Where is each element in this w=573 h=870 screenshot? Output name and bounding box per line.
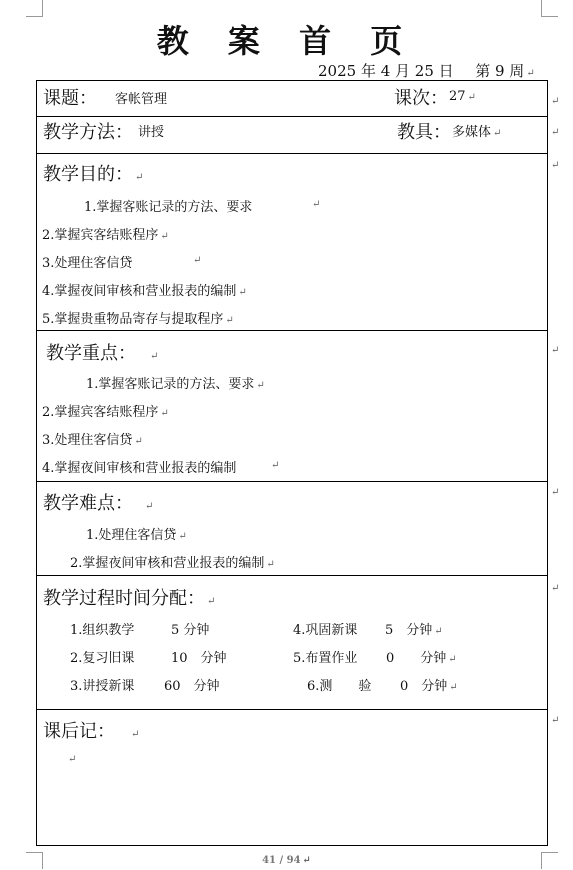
week-text: 第 9 周 bbox=[475, 62, 525, 80]
key-point-item: 3.处理住客信贷 ↵ bbox=[42, 433, 143, 448]
time-item-value: 0 分钟 ↵ bbox=[386, 651, 457, 666]
time-item-value: 10 分钟 bbox=[171, 651, 227, 666]
objective-item: 5.掌握贵重物品寄存与提取程序 ↵ bbox=[42, 312, 234, 327]
lesson-value: 27 ↵ bbox=[449, 89, 476, 104]
key-points-heading: 教学重点： ↵ bbox=[46, 343, 159, 364]
afterword-heading: 课后记： ↵ bbox=[43, 721, 140, 742]
objective-item: 4.掌握夜间审核和营业报表的编制 ↵ bbox=[42, 284, 247, 299]
row-divider bbox=[36, 330, 548, 331]
time-item-value: 60 分钟 bbox=[164, 679, 220, 694]
return-mark: ↵ bbox=[526, 68, 535, 79]
tools-label: 教具： bbox=[397, 122, 451, 143]
topic-value: 客帐管理 bbox=[115, 92, 168, 107]
tools-value: 多媒体 ↵ bbox=[452, 125, 502, 140]
time-item-value: 5 分钟 ↵ bbox=[385, 623, 443, 638]
time-item-label: 4.巩固新课 bbox=[293, 623, 358, 638]
return-mark: ↵ bbox=[271, 460, 280, 471]
date-bar bbox=[318, 60, 535, 81]
method-label: 教学方法： bbox=[43, 122, 133, 143]
time-item-label: 5.布置作业 bbox=[293, 651, 358, 666]
row-end-mark: ↵ bbox=[551, 345, 560, 356]
objective-item: 1.掌握客账记录的方法、要求 bbox=[84, 200, 253, 215]
row-divider bbox=[36, 153, 548, 154]
difficulty-item: 2.掌握夜间审核和营业报表的编制 ↵ bbox=[70, 556, 275, 571]
method-value: 讲授 bbox=[138, 125, 165, 140]
row-end-mark: ↵ bbox=[551, 127, 560, 138]
return-mark: ↵ bbox=[68, 754, 77, 765]
objective-item: 3.处理住客信贷 bbox=[42, 256, 133, 271]
time-item-value: 5 分钟 bbox=[171, 623, 210, 638]
crop-mark-top-right bbox=[541, 0, 558, 17]
key-point-item: 4.掌握夜间审核和营业报表的编制 bbox=[42, 461, 237, 476]
difficulties-heading: 教学难点： ↵ bbox=[43, 493, 154, 514]
row-divider bbox=[36, 481, 548, 482]
lesson-label: 课次： bbox=[394, 88, 448, 109]
time-item-label: 6.测 验 bbox=[307, 679, 372, 694]
return-mark: ↵ bbox=[193, 255, 202, 266]
row-divider bbox=[36, 709, 548, 710]
key-point-item: 1.掌握客账记录的方法、要求 ↵ bbox=[86, 377, 265, 392]
topic-label: 课题： bbox=[43, 88, 97, 109]
time-item-label: 1.组织教学 bbox=[70, 623, 135, 638]
time-allocation-heading: 教学过程时间分配： ↵ bbox=[43, 588, 216, 609]
row-divider bbox=[36, 575, 548, 576]
date-text: 2025 年 4 月 25 日 bbox=[318, 62, 454, 80]
objectives-heading: 教学目的： ↵ bbox=[43, 164, 144, 185]
row-divider bbox=[36, 116, 548, 117]
row-end-mark: ↵ bbox=[551, 715, 560, 726]
row-end-mark: ↵ bbox=[551, 583, 560, 594]
row-end-mark: ↵ bbox=[551, 96, 560, 107]
page-footer: 41 / 94 ↵ bbox=[262, 855, 311, 866]
time-item-value: 0 分钟 ↵ bbox=[400, 679, 458, 694]
row-end-mark: ↵ bbox=[551, 160, 560, 171]
time-item-label: 2.复习旧课 bbox=[70, 651, 135, 666]
objective-item: 2.掌握宾客结账程序 ↵ bbox=[42, 228, 169, 243]
key-point-item: 2.掌握宾客结账程序 ↵ bbox=[42, 405, 169, 420]
crop-mark-top-left bbox=[26, 0, 43, 17]
page-title: 教 案 首 页 bbox=[156, 22, 417, 60]
row-end-mark: ↵ bbox=[551, 487, 560, 498]
time-item-label: 3.讲授新课 bbox=[70, 679, 135, 694]
difficulty-item: 1.处理住客信贷 ↵ bbox=[86, 528, 187, 543]
return-mark: ↵ bbox=[312, 199, 321, 210]
